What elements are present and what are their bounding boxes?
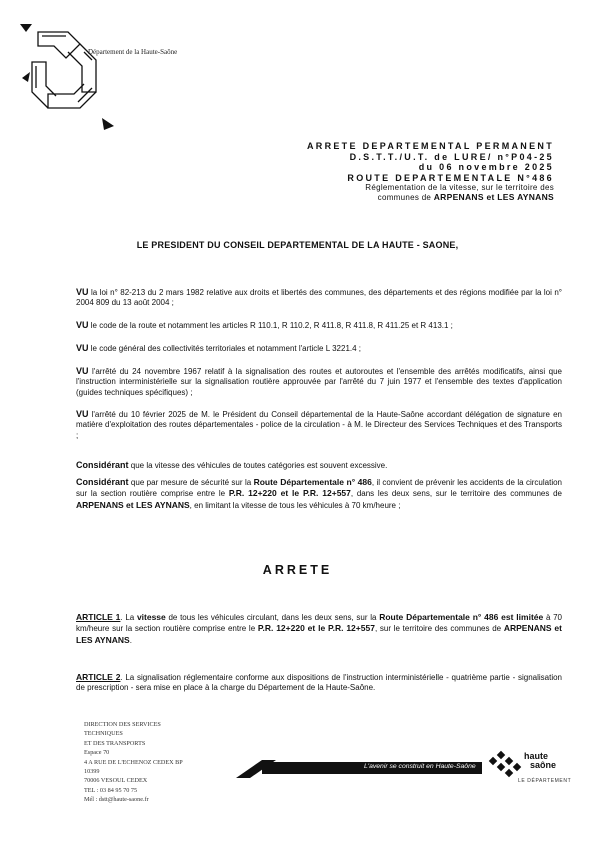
president-heading: LE PRESIDENT DU CONSEIL DEPARTEMENTAL DE LA HAUTE - SAONE, [136, 240, 459, 250]
arrete-heading: ARRETE [262, 563, 333, 577]
brand-line: saône [530, 760, 557, 770]
decree-subject-line2: communes de ARPENANS et LES AYNANS [377, 191, 554, 202]
decree-road: ROUTE DEPARTEMENTALE N°486 [347, 172, 554, 183]
address-line: ET DES TRANSPORTS [84, 739, 146, 747]
address-line: DIRECTION DES SERVICES [84, 721, 161, 728]
address-line: TECHNIQUES [84, 730, 123, 738]
decree-date: du 06 novembre 2025 [418, 162, 554, 172]
address-line: TEL : 03 84 95 70 75 [84, 786, 138, 794]
haute-saone-wordmark [524, 752, 556, 770]
vu-paragraph: VU le code général des collectivités territoriales et notamment l'article L 3221.4 ; [76, 343, 362, 353]
department-label: Département de la Haute-Saône [88, 48, 178, 56]
vu-paragraph: VU la loi n° 82-213 du 2 mars 1982 relative aux droits et libertés des communes, des départements et des régions modifiée par la loi n° 2004 809 du 13 août 2004 ; [76, 287, 562, 308]
footer-address [84, 720, 183, 805]
decree-reference: D.S.T.T./U.T. de LURE/ n°P04-25 [349, 151, 554, 162]
vu-paragraph: VU l'arrêté du 24 novembre 1967 relatif à la signalisation des routes et autoroutes et l'ensemble des arrêtés modificatifs, ainsi que l'instruction interministérielle sur la signalisation routière approuvée par l'arrêté du 7 juin 1977 et l'ensemble des textes d'application (guides techniques spécifiques) ; [76, 366, 562, 397]
address-line: Mél : dstt@haute-saone.fr [84, 796, 149, 804]
article-1: ARTICLE 1. La vitesse de tous les véhicules circulant, dans les deux sens, sur la Route Départementale n° 486 est limitée à 70 km/heure sur la section routière comprise entre le P.R. 12+220 et le P.R. 12+557, sur le territoire des communes de ARPENANS et LES AYNANS. [76, 612, 562, 645]
address-line: Espace 70 [84, 749, 110, 757]
article-2-title: ARTICLE 2 [76, 672, 121, 682]
department-logo [18, 22, 116, 134]
decree-header [278, 141, 554, 202]
decree-subject-line1: Réglementation de la vitesse, sur le territoire des [365, 183, 554, 192]
brand-subtitle: LE DÉPARTEMENT [518, 778, 572, 784]
brand-line: haute [524, 751, 549, 761]
vu-paragraph: VU l'arrêté du 10 février 2025 de M. le Président du Conseil départemental de la Haute-Saône accordant délégation de signature en matière d'exploitation des routes départementales - police de la circulation - à M. le Directeur des Services Techniques et des Transports ; [76, 409, 562, 440]
considerant-paragraph: Considérant que par mesure de sécurité sur la Route Départementale n° 486, il convient de prévenir les accidents de la circulation sur la section routière comprise entre le P.R. 12+220 et le P.R. 12+557, dans les deux sens, sur le territoire des communes de ARPENANS et LES AYNANS, en limitant la vitesse de tous les véhicules à 70 km/heure ; [76, 477, 563, 510]
article-2: ARTICLE 2. La signalisation réglementaire conforme aux dispositions de l'instruction interministérielle - quatrième partie - signalisation de prescription - sera mise en place à la charge du Département de la Haute-Saône. [76, 672, 562, 693]
article-1-title: ARTICLE 1 [76, 612, 121, 622]
vu-paragraph: VU le code de la route et notamment les articles R 110.1, R 110.2, R 411.8, R 411.8, R 411.25 et R 413.1 ; [76, 320, 453, 330]
considerant-paragraph: Considérant que la vitesse des véhicules de toutes catégories est souvent excessive. [76, 460, 388, 470]
address-line: 70006 VESOUL CEDEX [84, 777, 148, 785]
footer-slogan: L'avenir se construit en Haute-Saône [364, 763, 476, 770]
address-line: 4 A RUE DE L'ECHENOZ CEDEX BP [84, 758, 183, 766]
decree-title: ARRETE DEPARTEMENTAL PERMANENT [306, 141, 554, 151]
address-line: 10399 [84, 768, 100, 776]
